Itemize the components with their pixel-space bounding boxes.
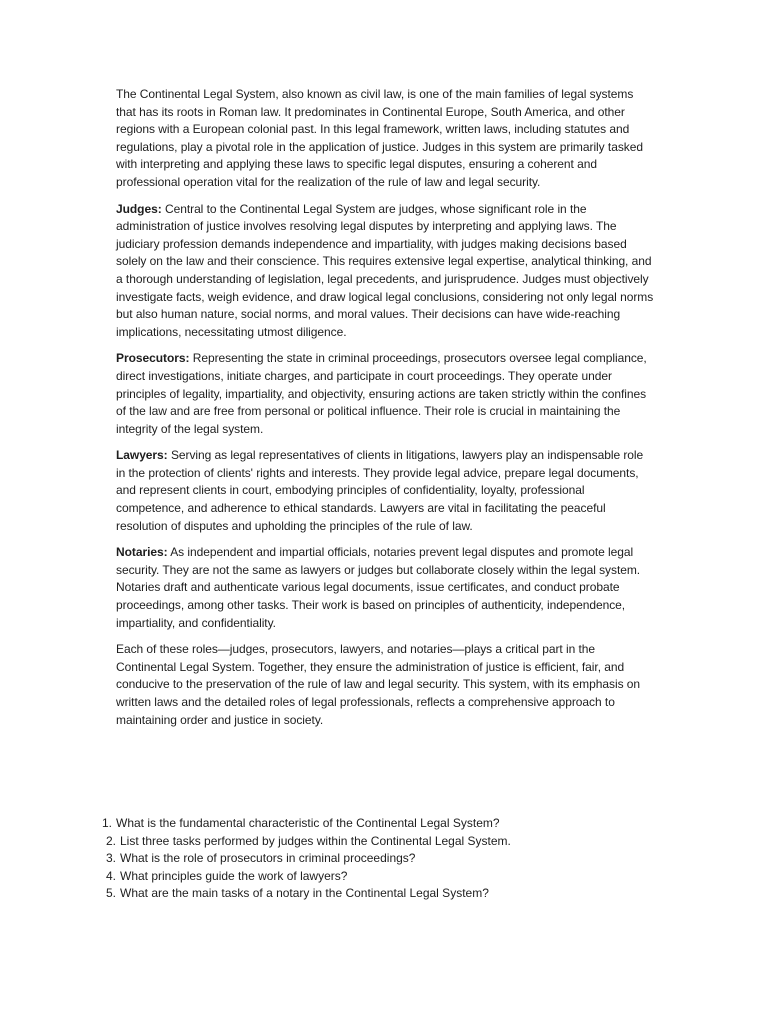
lawyers-paragraph xyxy=(116,447,654,535)
question-text: What principles guide the work of lawyers? xyxy=(120,868,348,883)
document-body xyxy=(116,86,654,738)
question-number: 3. xyxy=(105,851,116,866)
judges-text: Central to the Continental Legal System are judges, whose significant role in the administration of justice involves resolving legal disputes by interpreting and applying laws. The judiciary profession demands independence and impartiality, with judges making decisions based solely on the law and their conscience. This requires extensive legal expertise, analytical thinking, and a thorough understanding of legislation, legal precedents, and jurisprudence. Judges must objectively investigate facts, weigh evidence, and draw logical legal conclusions, considering not only legal norms but also human nature, social norms, and moral values. Their decisions can have wide-reaching implications, necessitating utmost diligence. xyxy=(116,201,654,339)
judges-heading: Judges: xyxy=(116,201,162,216)
questions-list xyxy=(96,815,696,903)
question-item xyxy=(96,850,696,868)
judges-paragraph xyxy=(116,201,654,342)
lawyers-text: Serving as legal representatives of clients in litigations, lawyers play an indispensable role in the protection of clients' rights and interests. They provide legal advice, prepare legal documents, and represent clients in court, embodying principles of confidentiality, loyalty, professional competence, and adherence to ethical standards. Lawyers are vital in facilitating the peaceful resolution of disputes and upholding the principles of the rule of law. xyxy=(116,448,644,533)
question-item xyxy=(96,815,696,833)
question-item xyxy=(96,885,696,903)
prosecutors-text: Representing the state in criminal proceedings, prosecutors oversee legal compliance, direct investigations, initiate charges, and participate in court proceedings. They operate under principles of legality, impartiality, and objectivity, ensuring actions are taken strictly within the confines of the law and are free from personal or political influence. Their role is crucial in maintaining the integrity of the legal system. xyxy=(116,351,647,436)
question-item xyxy=(96,868,696,886)
question-number: 4. xyxy=(105,868,116,883)
question-text: What are the main tasks of a notary in the Continental Legal System? xyxy=(120,886,489,901)
question-item xyxy=(96,833,696,851)
notaries-paragraph xyxy=(116,544,654,632)
intro-paragraph: The Continental Legal System, also known as civil law, is one of the main families of legal systems that has its roots in Roman law. It predominates in Continental Europe, South America, and other regions with a European colonial past. In this legal framework, written laws, including statutes and regulations, play a pivotal role in the application of justice. Judges in this system are primarily tasked with interpreting and applying these laws to specific legal disputes, ensuring a coherent and professional operation vital for the realization of the rule of law and legal security. xyxy=(116,87,643,189)
conclusion-paragraph: Each of these roles—judges, prosecutors, lawyers, and notaries—plays a critical part in the Continental Legal System. Together, they ensure the administration of justice is efficient, fair, and conducive to the preservation of the rule of law and legal security. This system, with its emphasis on written laws and the detailed roles of legal professionals, reflects a comprehensive approach to maintaining order and justice in society. xyxy=(116,642,641,727)
prosecutors-heading: Prosecutors: xyxy=(116,351,190,366)
question-text: List three tasks performed by judges within the Continental Legal System. xyxy=(120,833,511,848)
lawyers-heading: Lawyers: xyxy=(116,448,168,463)
question-text: What is the role of prosecutors in criminal proceedings? xyxy=(120,851,416,866)
question-text: What is the fundamental characteristic of the Continental Legal System? xyxy=(116,816,500,830)
notaries-heading: Notaries: xyxy=(116,545,168,560)
question-number: 5. xyxy=(105,886,116,901)
prosecutors-paragraph xyxy=(116,350,654,438)
question-number: 2. xyxy=(105,833,116,848)
notaries-text: As independent and impartial officials, notaries prevent legal disputes and promote legal security. They are not the same as lawyers or judges but collaborate closely within the legal system. Notaries draft and authenticate various legal documents, issue certificates, and conduct probate proceedings, among other tasks. Their work is based on principles of authenticity, independence, impartiality, and confidentiality. xyxy=(116,545,641,630)
question-number: 1. xyxy=(101,816,112,830)
